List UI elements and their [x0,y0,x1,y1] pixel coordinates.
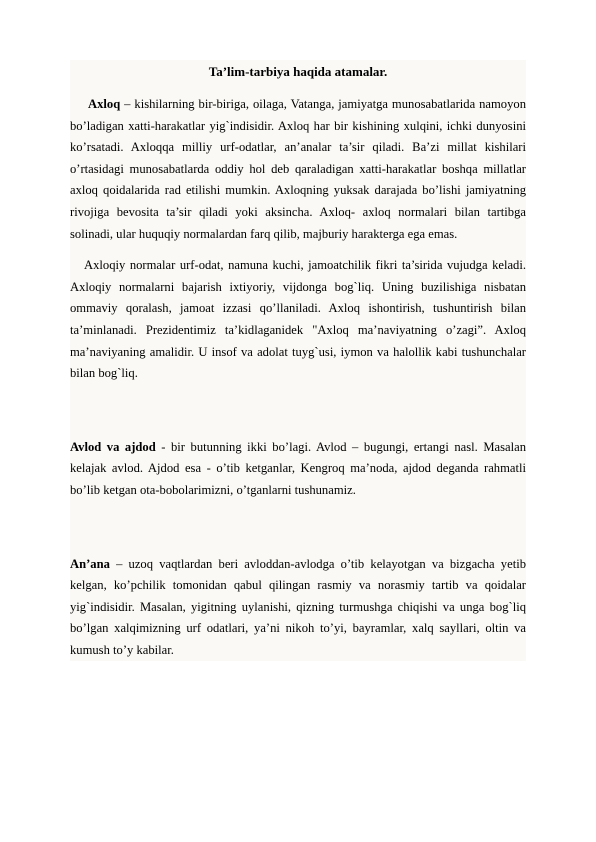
spacer [70,245,526,255]
spacer [70,385,526,437]
document-title: Ta’lim-tarbiya haqida atamalar. [208,64,388,79]
paragraph-axloq [70,94,526,245]
paragraph-axloq-text: – kishilarning bir-biriga, oilaga, Vatanga, jamiyatga munosabatlarida namoyon bo’ladigan xatti-harakatlar yig`indisidir. Axloq har bir kishining xulqini, ichki dunyosini ko’rsatadi. Axloqqa milliy urf-odatlar, an’analar ta’sir qiladi. Ba’zi millat kishilari o’rtasidagi munosabatlarda oddiy hol deb qaraladigan xatti-harakatlar boshqa millatlar axloq qoidalarida rad etilishi mumkin. Axloqning yuksak darajada bo’lishi jamiyatning rivojiga bevosita ta’sir qiladi yoki aksincha. Axloq- axloq normalari bilan tartibga solinadi, ular huquqiy normalardan farq qilib, majburiy harakterga ega emas. [70,97,526,241]
paragraph-anana [70,554,526,662]
paragraph-axloqiy-normalar [70,255,526,385]
term-axloq: Axloq [88,97,121,111]
document-content [70,60,526,661]
paragraph-avlod-ajdod-text: - bir butunning ikki bo’lagi. Avlod – bugungi, ertangi nasl. Masalan kelajak avlod. Ajdod esa - o’tib ketganlar, Kengroq ma’noda, ajdod deganda rahmatli bo’lib ketgan ota-bobolarimizni, o’tganlarni tushunamiz. [70,439,526,497]
term-anana: An’ana [70,556,110,571]
spacer [70,502,526,554]
paragraph-anana-text: – uzoq vaqtlardan beri avloddan-avlodga o’tib kelayotgan va bizgacha yetib kelgan, ko’pchilik tomonidan qabul qilingan rasmiy va norasmiy tartib va qoidalar yig`indisidir. Masalan, yigitning uylanishi, qizning turmushga chiqishi va unga bog`liq bo’lgan xalqimizning urf odatlari, ya’ni nikoh to’yi, bayramlar, xalq sayllari, oltin va kumush to’y kabilar. [70,556,526,657]
paragraph-axloqiy-normalar-text: Axloqiy normalar urf-odat, namuna kuchi, jamoatchilik fikri ta’sirida vujudga keladi. Axloqiy normalarni bajarish ixtiyoriy, vijdonga bog`liq. Uning buzilishiga nisbatan ommaviy qoralash, jamoat izzasi qo’llaniladi. Axloq ishontirish, tushuntirish bilan ta’minlanadi. Prezidentimiz ta’kidlaganidek "Axloq ma’naviyatning o’zagi”. Axloq ma’naviyaning amalidir. U insof va adolat tuyg`usi, iymon va halollik kabi tushunchalar bilan bog`liq. [70,258,526,381]
term-avlod-ajdod: Avlod va ajdod [70,439,156,454]
paragraph-avlod-ajdod [70,437,526,502]
